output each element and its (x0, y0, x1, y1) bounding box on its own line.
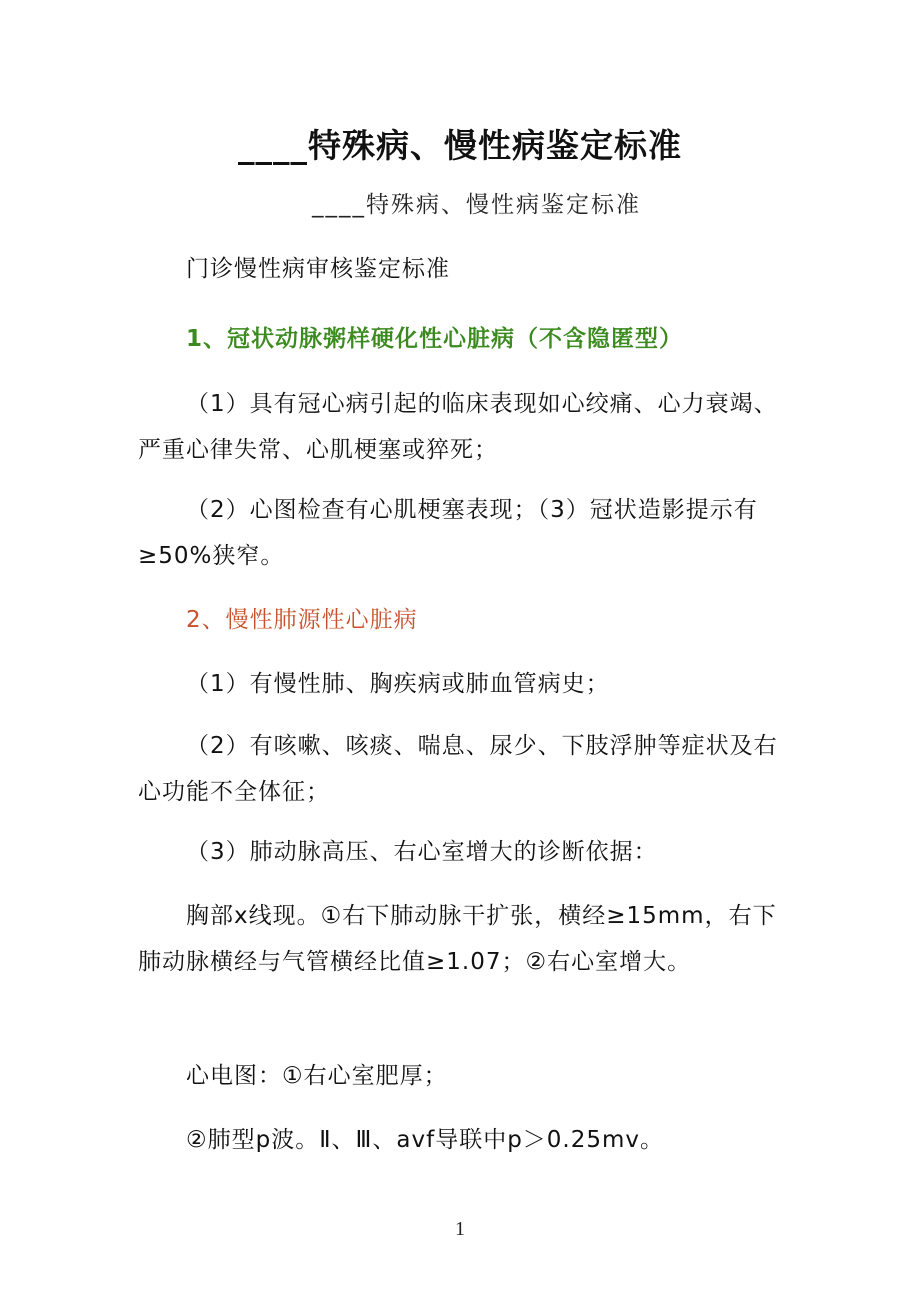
paragraph-pulmonary-1: （1）有慢性肺、胸疾病或肺血管病史； (186, 671, 610, 697)
page-number: 1 (455, 1218, 465, 1240)
document-subtitle: ____特殊病、慢性病鉴定标准 (312, 192, 641, 218)
paragraph-pulmonary-2: （2）有咳嗽、咳痰、喘息、尿少、下肢浮肿等症状及右心功能不全体征； (138, 733, 778, 805)
paragraph-coronary-1: （1）具有冠心病引起的临床表现如心绞痛、心力衰竭、严重心律失常、心肌梗塞或猝死； (138, 391, 778, 463)
paragraph-ecg-2: ②肺型p波。Ⅱ、Ⅲ、avf导联中p＞0.25mv。 (186, 1127, 665, 1153)
section-heading-pulmonary: 2、慢性肺源性心脏病 (186, 607, 418, 633)
paragraph-xray: 胸部x线现。①右下肺动脉干扩张，横经≥15mm，右下肺动脉横经与气管横经比值≥1.07；②右心室增大。 (138, 903, 777, 975)
section-heading-coronary: 1、冠状动脉粥样硬化性心脏病（不含隐匿型） (186, 326, 684, 352)
paragraph-coronary-2: （2）心图检查有心肌梗塞表现；（3）冠状造影提示有≥50%狭窄。 (138, 497, 758, 569)
document-title: ____特殊病、慢性病鉴定标准 (238, 126, 682, 165)
paragraph-ecg-1: 心电图：①右心室肥厚； (186, 1063, 448, 1089)
section-heading-outpatient: 门诊慢性病审核鉴定标准 (186, 256, 450, 282)
paragraph-pulmonary-3: （3）肺动脉高压、右心室增大的诊断依据： (186, 839, 658, 865)
